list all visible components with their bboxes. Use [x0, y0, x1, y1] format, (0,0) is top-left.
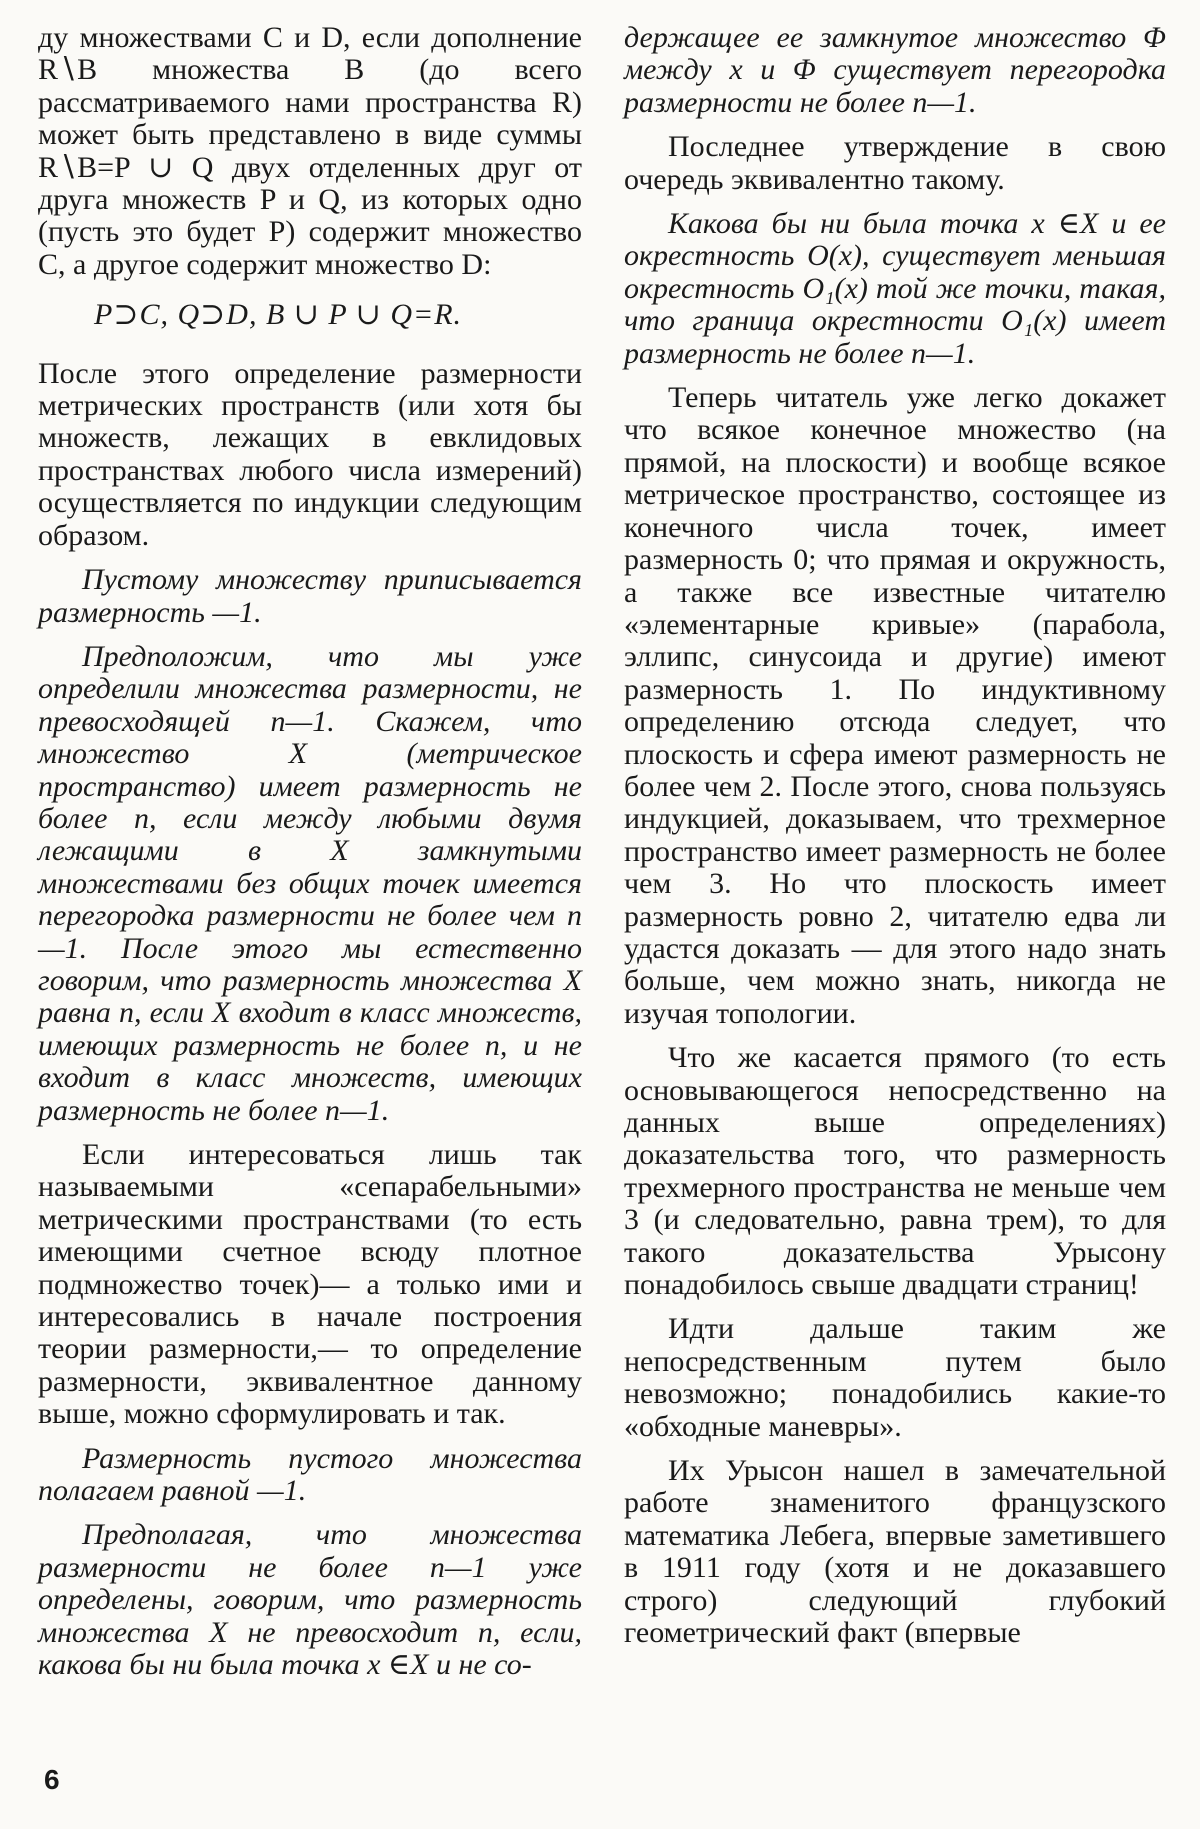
paragraph-l8: Предполагая, что множества размерности не более n—1 уже определены, говорим, что размерность множества X не превосходит n, если, какова бы ни была точка x ∈X и не со-: [38, 1518, 582, 1682]
paragraph-r3: Какова бы ни была точка x ∈X и ее окрестность O(x), существует меньшая окрестность O₁(x) той же точки, такая, что граница окрестности O₁(x) имеет размерность не более n—1.: [624, 207, 1166, 370]
paragraph-r4: Теперь читатель уже легко докажет что всякое конечное множество (на прямой, на плоскости) и вообще всякое метрическое пространство, состоящее из конечного числа точек, имеет размерность 0; что прямая и окружность, а также все известные читателю «элементарные кривые» (парабола, эллипс, синусоида и другие) имеют размерность 1. По индуктивному определению отсюда следует, что плоскость и сфера имеют размерность не более чем 2. После этого, снова пользуясь индукцией, доказываем, что трехмерное пространство имеет размерность не более чем 3. Но что плоскость имеет размерность ровно 2, читателю едва ли удастся доказать — для этого надо знать больше, чем можно знать, никогда не изучая топологии.: [624, 381, 1166, 1030]
paragraph-l3: После этого определение размерности метрических пространств (или хотя бы множеств, лежащих в евклидовых пространствах любого числа измерений) осуществляется по индукции следующим образом.: [38, 356, 582, 552]
paragraph-l1: ду множествами C и D, если дополнение R∖B множества B (до всего рассматриваемого нами пространства R) может быть представлено в виде суммы R∖B=P ∪ Q двух отделенных друг от друга множеств P и Q, из которых одно (пусть это будет P) содержит множество C, а другое содержит множество D:: [38, 21, 582, 281]
left-column: [38, 22, 582, 1694]
page-number: 6: [44, 1764, 60, 1795]
right-column: [624, 22, 1166, 1662]
paragraph-r1: держащее ее замкнутое множество Φ между x и Φ существует перегородка размерности не более n—1.: [624, 21, 1166, 119]
paragraph-l7: Размерность пустого множества полагаем равной —1.: [38, 1441, 582, 1508]
formula: P⊃C, Q⊃D, B ∪ P ∪ Q=R.: [94, 298, 463, 332]
paragraph-r5: Что же касается прямого (то есть основывающегося непосредственно на данных выше определениях) доказательства того, что размерность трехмерного пространства не меньше чем 3 (и следовательно, равна трем), то для такого доказательства Урысону понадобилось свыше двадцати страниц!: [624, 1041, 1166, 1302]
paragraph-l6: Если интересоваться лишь так называемыми «сепарабельными» метрическими пространствами (то есть имеющими счетное всюду плотное подмножество точек)— а только ими и интересовались в начале построения теории размерности,— то определение размерности, эквивалентное данному выше, можно сформулировать и так.: [38, 1138, 582, 1431]
paragraph-r2: Последнее утверждение в свою очередь эквивалентно такому.: [624, 130, 1166, 196]
paragraph-r7: Их Урысон нашел в замечательной работе знаменитого французского математика Лебега, впервые заметившего в 1911 году (хотя и не доказавшего строго) следующий глубокий геометрический факт (впервые: [624, 1454, 1166, 1650]
paragraph-l5: Предположим, что мы уже определили множества размерности, не превосходящей n—1. Скажем, что множество X (метрическое пространство) имеет размерность не более n, если между любыми двумя лежащими в X замкнутыми множествами без общих точек имеется перегородка размерности не более чем n—1. После этого мы естественно говорим, что размерность множества X равна n, если X входит в класс множеств, имеющих размерность не более n, и не входит в класс множеств, имеющих размерность не более n—1.: [38, 639, 582, 1127]
paragraph-l4: Пустому множеству приписывается размерность —1.: [38, 563, 582, 629]
paragraph-r6: Идти дальше таким же непосредственным путем было невозможно; понадобились какие-то «обходные маневры».: [624, 1312, 1166, 1443]
